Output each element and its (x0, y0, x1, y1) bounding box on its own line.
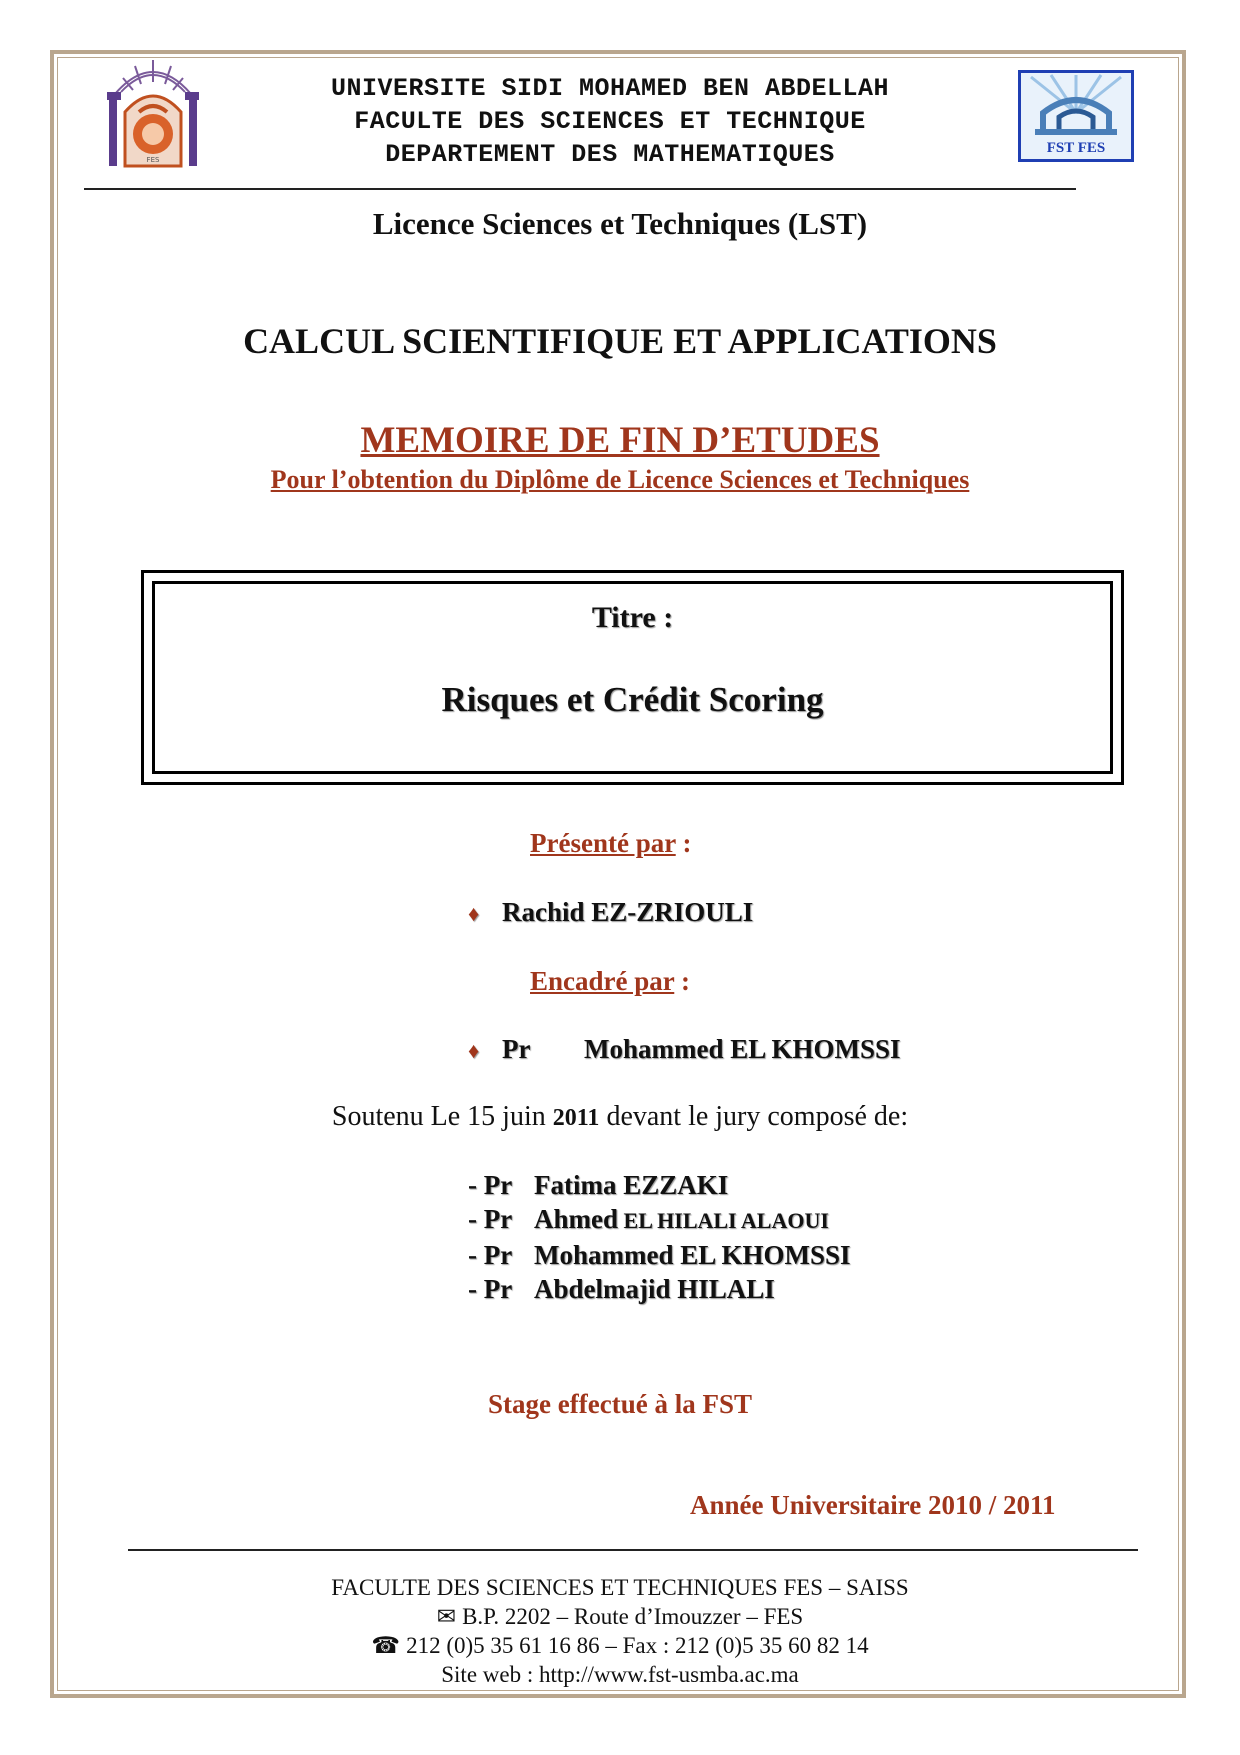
academic-year: Année Universitaire 2010 / 2011 (690, 1490, 1056, 1520)
telephone-icon: ☎ (371, 1633, 401, 1658)
supervisor-name: Mohammed EL KHOMSSI (584, 1034, 901, 1064)
jury-name: Abdelmajid HILALI (534, 1274, 775, 1304)
footer-rule (128, 1549, 1138, 1551)
memoire-title: MEMOIRE DE FIN D’ETUDES (360, 420, 880, 461)
fst-fes-logo-icon (1018, 70, 1134, 162)
jury-prefix: - Pr (468, 1170, 513, 1200)
diamond-bullet-icon: ♦ (468, 1038, 480, 1063)
jury-name-rest: EL HILALI ALAOUI (618, 1208, 829, 1233)
footer-phone (0, 1631, 1240, 1660)
mailbox-icon: ✉ (436, 1604, 457, 1629)
defense-jury-text: devant le jury composé de: (599, 1101, 909, 1132)
jury-list (468, 1168, 851, 1306)
footer-address (0, 1602, 1240, 1631)
university-emblem-icon (105, 56, 201, 172)
footer-phone-text: 212 (0)5 35 61 16 86 – Fax : 212 (0)5 35 60 82 14 (406, 1633, 869, 1658)
header-rule (84, 188, 1076, 190)
footer-address-text: B.P. 2202 – Route d’Imouzzer – FES (462, 1604, 804, 1629)
jury-member (468, 1238, 851, 1272)
presented-by-colon: : (675, 828, 692, 858)
right-logo-label: FST FES (1046, 140, 1106, 156)
jury-name: Ahmed (534, 1204, 619, 1234)
jury-member (468, 1272, 851, 1306)
svg-text:FES: FES (146, 156, 160, 164)
header-university: UNIVERSITE SIDI MOHAMED BEN ABDELLAH (330, 74, 890, 103)
jury-member (468, 1168, 851, 1202)
footer (0, 1573, 1240, 1689)
jury-prefix: - Pr (468, 1204, 513, 1234)
institution-header (230, 72, 990, 171)
presented-by-label: Présenté par (530, 828, 676, 858)
supervisor (468, 1034, 901, 1065)
header-faculty: FACULTE DES SCIENCES ET TECHNIQUE (354, 107, 866, 136)
supervisor-prefix: Pr (502, 1034, 531, 1064)
defense-statement (0, 1101, 1240, 1133)
jury-prefix: - Pr (468, 1240, 513, 1270)
memoire-subtitle: Pour l’obtention du Diplôme de Licence Sciences et Techniques (270, 465, 970, 494)
page-border-inner (57, 57, 1179, 1691)
titre-label: Titre : (591, 601, 674, 634)
defense-date-text: Soutenu Le 15 juin (331, 1101, 553, 1132)
supervised-by-label: Encadré par (530, 966, 675, 996)
thesis-title: Risques et Crédit Scoring (441, 680, 824, 719)
jury-prefix: - Pr (468, 1274, 513, 1304)
supervised-by-colon: : (674, 966, 691, 996)
department-title: CALCUL SCIENTIFIQUE ET APPLICATIONS (243, 321, 997, 361)
footer-faculty: FACULTE DES SCIENCES ET TECHNIQUES FES – SAISS (331, 1575, 909, 1600)
diamond-bullet-icon: ♦ (468, 901, 480, 926)
footer-website[interactable]: Site web : http://www.fst-usmba.ac.ma (441, 1662, 799, 1687)
licence-title: Licence Sciences et Techniques (LST) (372, 206, 868, 241)
presented-by-heading (530, 828, 691, 859)
presenter-name: Rachid EZ-ZRIOULI (502, 897, 754, 927)
defense-year: 2011 (552, 1105, 600, 1131)
jury-name: Fatima EZZAKI (534, 1170, 729, 1200)
presenter (468, 897, 753, 928)
jury-member (468, 1202, 851, 1238)
supervised-by-heading (530, 966, 690, 997)
jury-name: Mohammed EL KHOMSSI (534, 1240, 851, 1270)
internship-location: Stage effectué à la FST (488, 1389, 752, 1419)
header-department: DEPARTEMENT DES MATHEMATIQUES (385, 140, 835, 169)
